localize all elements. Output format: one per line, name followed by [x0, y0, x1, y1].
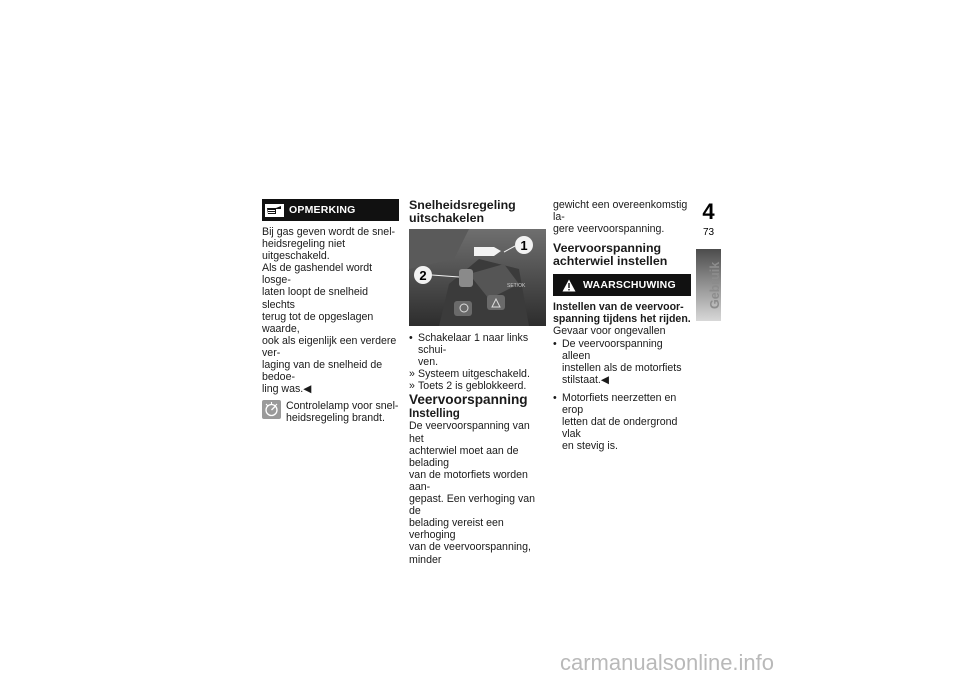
column-2 [409, 199, 546, 566]
heading-line: Veervoorspanning [553, 241, 662, 256]
bullet-marker: • [409, 332, 413, 344]
note-line: ling was.◀ [262, 383, 312, 396]
pointing-hand-icon [265, 203, 284, 217]
chapter-number: 4 [702, 199, 715, 224]
warning-line: Gevaar voor ongevallen [553, 325, 666, 338]
page-number: 73 [702, 227, 715, 238]
step-item [409, 368, 546, 380]
section-heading [553, 242, 691, 268]
note-line: heidsregeling niet uitgeschakeld. [262, 238, 346, 263]
switch-label: SET/OK [507, 283, 526, 289]
column-3 [553, 199, 691, 452]
callout-1: 1 [520, 238, 528, 253]
step-line: Schakelaar 1 naar links schui- [418, 332, 529, 357]
body-line: achterwiel moet aan de belading [409, 444, 519, 469]
bullet-item [553, 392, 691, 452]
bullet-line: letten dat de ondergrond vlak [562, 416, 678, 441]
bullet-line: De veervoorspanning alleen [562, 337, 663, 362]
callout-2: 2 [419, 268, 427, 283]
column-1 [262, 199, 399, 425]
result-marker: » [409, 380, 415, 393]
cruise-control-lamp-icon [262, 400, 281, 419]
note-line: ook als eigenlijk een verdere ver- [262, 334, 397, 359]
body-line: gepast. Een verhoging van de [409, 493, 536, 518]
note-bar [262, 199, 399, 221]
section-heading [409, 199, 546, 225]
warning-label: WAARSCHUWING [583, 279, 676, 292]
note-line: terug tot de opgeslagen waarde, [262, 310, 374, 335]
subsection-title: Instelling [409, 407, 460, 421]
handlebar-switch-photo [409, 229, 546, 326]
step-line: Toets 2 is geblokkeerd. [418, 380, 527, 393]
bullet-marker: • [553, 391, 557, 404]
bullet-line: en stevig is. [562, 440, 618, 453]
heading-line: uitschakelen [409, 211, 485, 225]
body-line: gewicht een overeenkomstig la- [553, 199, 688, 224]
body-line: gere veervoorspanning. [553, 223, 665, 236]
heading-line: achterwiel instellen [553, 254, 668, 269]
note-line: Bij gas geven wordt de snel- [262, 226, 396, 238]
bullet-marker: • [553, 337, 557, 350]
chapter-thumb-tab [696, 199, 721, 321]
body-line: van de veervoorspanning, minder [409, 541, 531, 566]
indicator-row [262, 400, 399, 424]
step-line: ven. [418, 356, 439, 369]
note-line: laging van de snelheid de bedoe- [262, 359, 383, 384]
watermark: carmanualsonline.info [560, 650, 775, 675]
step-line: Systeem uitgeschakeld. [418, 368, 530, 381]
note-line: laten loopt de snelheid slechts [262, 286, 369, 311]
bullet-line: Motorfiets neerzetten en erop [562, 391, 677, 417]
body-line: van de motorfiets worden aan- [409, 468, 528, 493]
result-marker: » [409, 368, 415, 381]
lamp-line: Controlelamp voor snel- [286, 400, 399, 413]
warning-triangle-icon [559, 278, 578, 292]
warning-bold-line: spanning tijdens het rijden. [553, 313, 691, 326]
note-line: Als de gashendel wordt losge- [262, 262, 373, 287]
bullet-line: instellen als de motorfiets [562, 361, 682, 374]
lamp-line: heidsregeling brandt. [286, 412, 385, 425]
bullet-item [553, 338, 691, 386]
body-line: belading vereist een verhoging [409, 517, 504, 542]
warning-bar [553, 274, 691, 296]
heading-line: Snelheidsregeling [409, 198, 516, 212]
chapter-label: Gebruik [708, 261, 722, 309]
warning-bold-line: Instellen van de veervoor- [553, 301, 684, 314]
bullet-line: stilstaat.◀ [562, 373, 610, 386]
body-line: De veervoorspanning van het [409, 420, 530, 445]
step-item [409, 332, 546, 368]
step-item [409, 380, 546, 392]
note-label: OPMERKING [289, 203, 356, 216]
section-title: Veervoorspanning [409, 392, 528, 408]
